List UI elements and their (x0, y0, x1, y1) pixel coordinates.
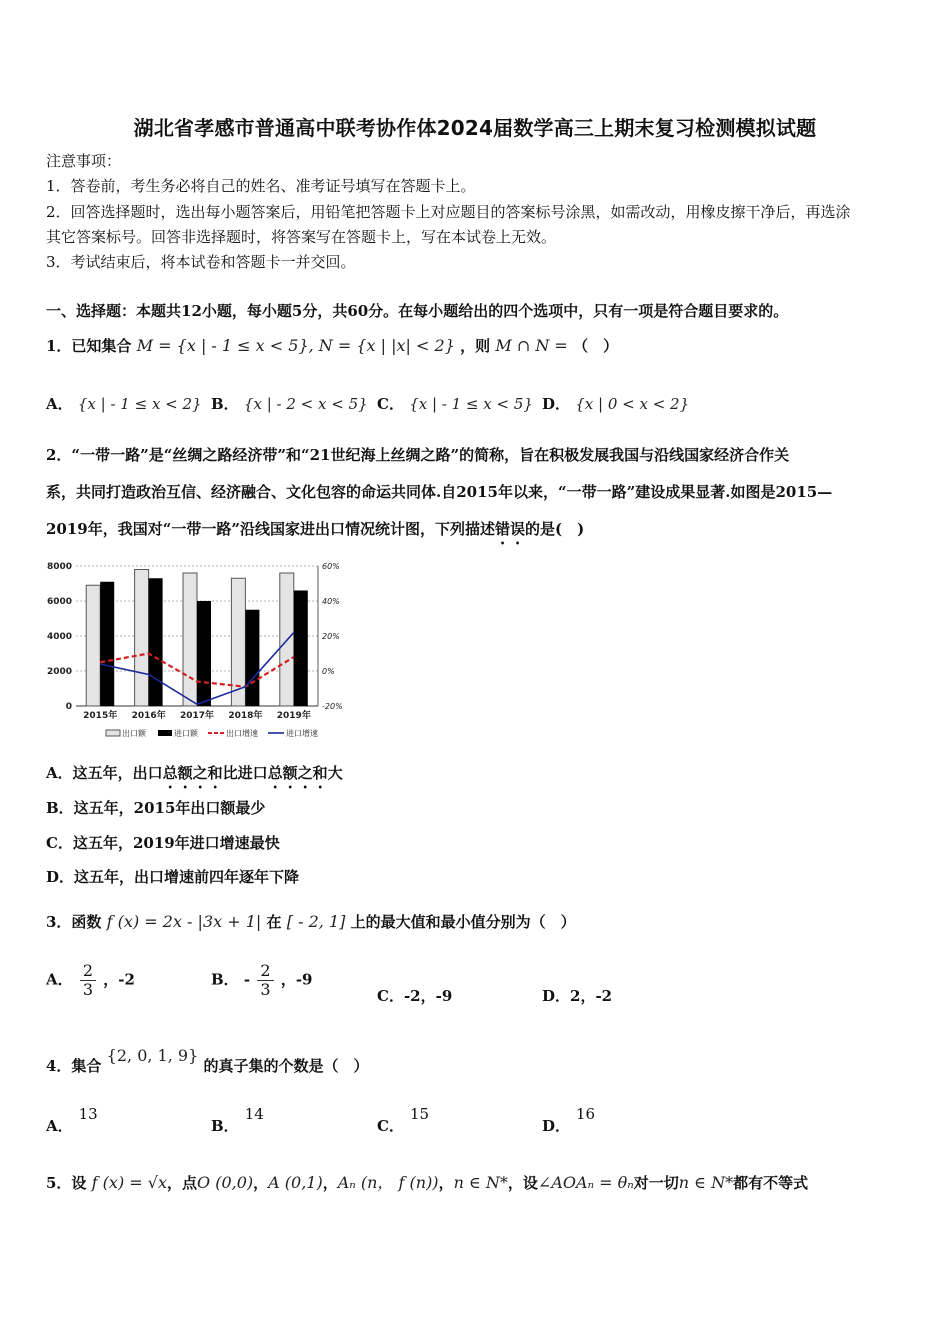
q5-n-domain-2: n ∈ N* (678, 1173, 734, 1192)
q2-option-a-emph-2: 总额之和 (267, 764, 328, 782)
minus-sign: - (243, 970, 251, 989)
q2-option-a-post: 大 (327, 764, 343, 782)
q2-line-3 (46, 519, 584, 548)
q2-line-3-pre: 2019年，我国对“一带一路”沿线国家进出口情况统计图，下列描述 (46, 520, 496, 538)
q3-function: f (x) = 2x - |3x + 1| (106, 912, 262, 931)
option-label: D． (542, 395, 571, 413)
q1-option-b[interactable] (211, 393, 368, 414)
q2-option-a-emph-1: 总额之和 (162, 764, 223, 782)
legend-label: 出口增速 (226, 729, 258, 738)
option-value: {x | - 1 ≤ x < 5} (409, 395, 533, 413)
notice-item-2a: 2．回答选择题时，选出每小题答案后，用铅笔把答题卡上对应题目的答案标号涂黑，如需改动，用橡皮擦干净后，再选涂 (46, 203, 851, 221)
notice-item-1: 1．答卷前，考生务必将自己的姓名、准考证号填写在答题卡上。 (46, 177, 476, 195)
x-tick-label: 2015年 (83, 711, 118, 721)
page-title: 湖北省孝感市普通高中联考协作体2024届数学高三上期末复习检测模拟试题 (133, 116, 817, 140)
q1-option-c[interactable] (377, 393, 533, 414)
q4-prefix: 4．集合 (46, 1057, 102, 1075)
q2-emphasis-wrong: 错误 (495, 520, 526, 538)
q3-prefix: 3．函数 (46, 913, 102, 931)
option-label: A． (46, 1117, 73, 1135)
left-tick-label: 4000 (46, 632, 72, 642)
q4-option-d[interactable] (542, 1105, 596, 1136)
q4-set: {2, 0, 1, 9} (106, 1046, 199, 1065)
option-value: {x | 0 < x < 2} (575, 395, 690, 413)
question-5 (46, 1173, 808, 1193)
option-label: C． (377, 1117, 404, 1135)
q3-interval: [ - 2, 1] (286, 912, 346, 931)
option-label: A． (46, 395, 73, 413)
legend-label: 出口额 (122, 729, 146, 738)
q2-option-b[interactable]: B．这五年，2015年出口额最少 (46, 799, 266, 817)
x-tick-label: 2017年 (179, 711, 215, 721)
right-tick-label: 40% (322, 597, 340, 606)
fraction-denominator: 3 (82, 980, 94, 999)
x-tick-label: 2016年 (131, 711, 166, 721)
right-tick-label: 20% (322, 632, 340, 641)
q2-line-1: 2．“一带一路”是“丝绸之路经济带”和“21世纪海上丝绸之路”的简称，旨在积极发展我国与沿线国家经济合作关 (46, 446, 790, 464)
q2-line-3-post: 的是( ) (525, 520, 585, 538)
section-header: 一、选择题：本题共12小题，每小题5分，共60分。在每小题给出的四个选项中，只有一项是符合题目要求的。 (46, 302, 789, 320)
right-tick-label: -20% (322, 702, 343, 711)
q1-sets: M = {x | - 1 ≤ x < 5}, N = {x | |x| < 2} (136, 336, 455, 355)
q4-option-b[interactable] (211, 1105, 264, 1136)
fraction (257, 962, 273, 999)
option-value: {x | - 1 ≤ x < 2} (77, 395, 202, 413)
q2-option-a-mid: 比进口 (222, 764, 268, 782)
notice-item-2b: 其它答案标号。回答非选择题时，将答案写在答题卡上，写在本试卷上无效。 (46, 228, 557, 246)
q2-option-a[interactable] (46, 763, 343, 792)
option-label: B． (211, 970, 239, 989)
fraction-numerator: 2 (257, 962, 273, 981)
left-tick-label: 8000 (46, 562, 72, 572)
question-3 (46, 912, 576, 932)
q5-text-7: 都有不等式 (733, 1174, 809, 1192)
option-tail: ，-2 (103, 970, 135, 989)
import-bar (197, 601, 211, 706)
q3-suffix: 上的最大值和最小值分别为（ ） (350, 913, 576, 931)
q5-text-6: 对一切 (633, 1174, 679, 1192)
q1-prefix: 1．已知集合 (46, 337, 132, 355)
q4-suffix: 的真子集的个数是（ ） (203, 1057, 369, 1075)
q5-point-o: O (0,0) (197, 1173, 254, 1192)
notice-header: 注意事项： (46, 152, 122, 170)
q3-option-a[interactable] (46, 962, 135, 999)
q2-line-2: 系，共同打造政治互信、经济融合、文化包容的命运共同体.自2015年以来，“一带一路”建设成果显著.如图是2015— (46, 483, 833, 501)
q3-option-b[interactable] (211, 962, 312, 999)
option-value: {x | - 2 < x < 5} (243, 395, 368, 413)
q1-suffix: （ ） (573, 337, 619, 355)
option-label: B． (211, 395, 239, 413)
q5-function: f (x) = √x (91, 1173, 167, 1192)
option-label: A． (46, 970, 73, 989)
q4-option-a[interactable] (46, 1105, 98, 1136)
q3-option-c[interactable]: C．-2，-9 (377, 987, 453, 1005)
right-tick-label: 60% (322, 562, 340, 571)
q5-n-domain: n ∈ N* (453, 1173, 508, 1192)
q5-text-5: ，设 (507, 1174, 538, 1192)
q2-option-a-pre: A．这五年，出口 (46, 764, 163, 782)
q1-mid: ，则 (460, 337, 491, 355)
q5-text-3: ， (322, 1174, 338, 1192)
q1-option-a[interactable] (46, 393, 202, 414)
q5-text-2: ， (253, 1174, 269, 1192)
q2-option-d[interactable]: D．这五年，出口增速前四年逐年下降 (46, 868, 300, 886)
option-value: 13 (78, 1105, 98, 1123)
legend-label: 进口额 (174, 729, 198, 738)
q3-mid: 在 (266, 913, 282, 931)
option-value: 15 (409, 1105, 430, 1123)
question-1 (46, 336, 618, 356)
export-bar (86, 585, 100, 706)
import-bar (245, 610, 259, 706)
export-bar (183, 573, 197, 706)
question-4 (46, 1046, 369, 1076)
left-tick-label: 0 (65, 702, 72, 712)
x-tick-label: 2018年 (228, 711, 263, 721)
q5-text-1: ，点 (166, 1174, 197, 1192)
q5-point-an: Aₙ (n， f (n)) (337, 1173, 439, 1192)
export-bar (135, 570, 149, 707)
fraction-denominator: 3 (260, 980, 271, 999)
notice-item-3: 3．考试结束后，将本试卷和答题卡一并交回。 (46, 253, 356, 271)
option-tail: ，-9 (280, 970, 313, 989)
q5-prefix: 5．设 (46, 1174, 87, 1192)
option-label: B． (211, 1117, 239, 1135)
legend-swatch-import (158, 730, 172, 736)
option-value: 16 (576, 1105, 596, 1123)
left-tick-label: 2000 (46, 667, 72, 677)
right-tick-label: 0% (322, 667, 335, 676)
left-tick-label: 6000 (46, 597, 72, 607)
import-bar (100, 582, 114, 706)
fraction (80, 962, 96, 999)
option-value: 14 (244, 1105, 264, 1123)
q1-option-d[interactable] (542, 393, 689, 414)
legend-swatch-export (106, 730, 120, 736)
q2-option-c[interactable]: C．这五年，2019年进口增速最快 (46, 834, 280, 852)
q3-option-d[interactable]: D．2，-2 (542, 987, 613, 1005)
x-tick-label: 2019年 (276, 711, 311, 721)
fraction-numerator: 2 (80, 962, 96, 981)
legend-label: 进口增速 (286, 729, 318, 738)
import-bar (149, 578, 163, 706)
option-label: C． (377, 395, 404, 413)
import-bar (294, 591, 308, 707)
q4-option-c[interactable] (377, 1105, 430, 1136)
q5-angle: ∠AOAₙ = θₙ (537, 1173, 634, 1192)
q5-text-4: ， (438, 1174, 454, 1192)
option-label: D． (542, 1117, 571, 1135)
trade-chart (46, 556, 346, 746)
q5-point-a: A (0,1) (268, 1173, 323, 1192)
q1-expr: M ∩ N = (495, 336, 568, 355)
